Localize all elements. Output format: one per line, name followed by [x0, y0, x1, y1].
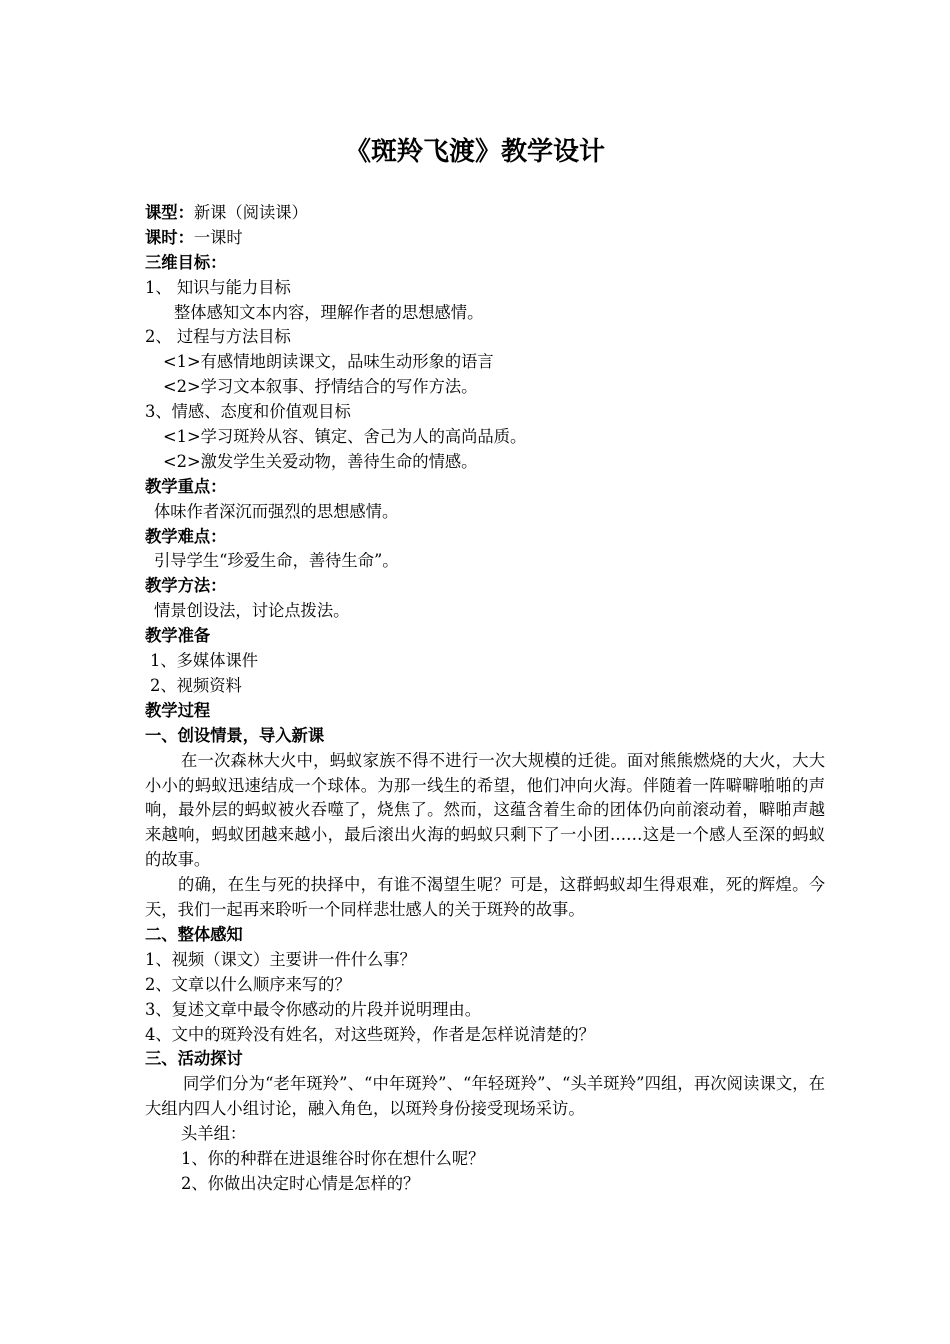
difficulty-text: 引导学生“珍爱生命，善待生命”。 [154, 551, 399, 571]
method-label: 教学方法： [145, 576, 227, 596]
prep-item-2: 2、视频资料 [150, 675, 242, 695]
lesson-type-line [145, 201, 825, 226]
goal-2-heading: 2、 过程与方法目标 [145, 327, 291, 347]
goal-3-heading: 3、情感、态度和价值观目标 [145, 402, 351, 422]
section-1-paragraph-1: 在一次森林大火中，蚂蚁家族不得不进行一次大规模的迁徙。面对熊熊燃烧的大火，大大小小的蚂蚁迅速结成一个球体。为那一线生的希望，他们冲向火海。伴随着一阵噼噼啪啪的声响，最外层的蚂蚁被火吞噬了，烧焦了。然而，这蕴含着生命的团体仍向前滚动着，噼啪声越来越响，蚂蚁团越来越小，最后滚出火海的蚂蚁只剩下了一小团……这是一个感人至深的蚂蚁的故事。 [145, 750, 825, 870]
document-title: 《斑羚飞渡》教学设计 [344, 137, 605, 167]
section-2-question-4: 4、文中的斑羚没有姓名，对这些斑羚，作者是怎样说清楚的？ [145, 1024, 595, 1044]
section-1-paragraph-2: 的确，在生与死的抉择中，有谁不渴望生呢？可是，这群蚂蚁却生得艰难，死的辉煌。今天，我们一起再来聆听一个同样悲壮感人的关于斑羚的故事。 [145, 875, 825, 920]
section-3-question-2: 2、你做出决定时心情是怎样的？ [181, 1173, 420, 1193]
section-2-question-3: 3、复述文章中最令你感动的片段并说明理由。 [145, 999, 481, 1019]
goals-label: 三维目标： [145, 252, 227, 272]
section-2-question-1: 1、视频（课文）主要讲一件什么事？ [145, 949, 416, 969]
lesson-time-label: 课时： [145, 227, 194, 247]
lesson-time-value: 一课时 [193, 227, 243, 247]
goal-2-item-2: <2>学习文本叙事、抒情结合的写作方法。 [163, 377, 478, 397]
goal-2-item-1: <1>有感情地朗读课文，品味生动形象的语言 [163, 352, 494, 372]
lesson-type-label: 课型： [145, 203, 194, 222]
section-2-question-2: 2、文章以什么顺序来写的？ [145, 974, 351, 994]
goal-3-item-2: <2>激发学生关爱动物，善待生命的情感。 [163, 451, 478, 471]
method-text: 情景创设法，讨论点拨法。 [154, 601, 350, 621]
section-1-heading: 一、创设情景，导入新课 [145, 725, 325, 745]
section-3-heading: 三、活动探讨 [145, 1049, 243, 1069]
section-3-paragraph-1: 同学们分为“老年斑羚”、“中年斑羚”、“年轻斑羚”、“头羊斑羚”四组，再次阅读课文，在大组内四人小组讨论，融入角色，以斑羚身份接受现场采访。 [145, 1074, 825, 1119]
difficulty-label: 教学难点： [145, 526, 227, 546]
goal-3-item-1: <1>学习斑羚从容、镇定、舍己为人的高尚品质。 [163, 427, 527, 447]
lesson-type-value: 新课（阅读课） [193, 203, 308, 222]
section-2-heading: 二、整体感知 [145, 924, 243, 944]
lesson-time-line [145, 226, 825, 251]
goal-1-heading: 1、 知识与能力目标 [145, 277, 291, 297]
section-3-group-label: 头羊组： [181, 1124, 247, 1144]
key-point-text: 体味作者深沉而强烈的思想感情。 [154, 501, 399, 521]
prep-item-1: 1、多媒体课件 [150, 651, 259, 671]
process-label: 教学过程 [145, 700, 211, 720]
section-3-question-1: 1、你的种群在进退维谷时你在想什么呢？ [181, 1148, 485, 1168]
document-body [145, 201, 825, 1197]
key-point-label: 教学重点： [145, 476, 227, 496]
prep-label: 教学准备 [145, 626, 211, 646]
goal-1-text: 整体感知文本内容，理解作者的思想感情。 [174, 302, 484, 322]
